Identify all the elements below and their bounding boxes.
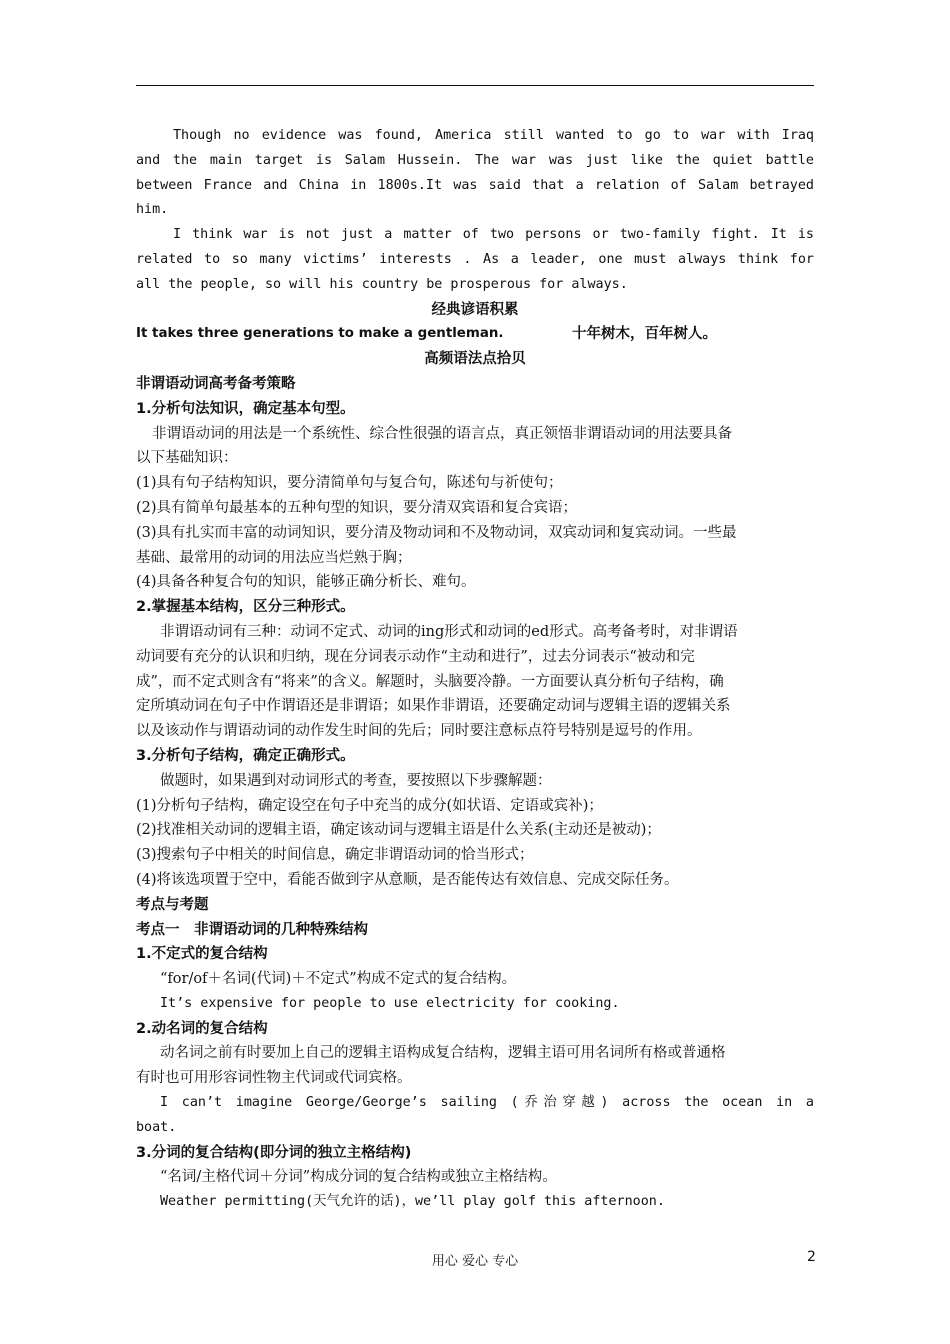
- c3-rule: “名词/主格代词＋分词”构成分词的复合结构或独立主格结构。: [160, 1169, 557, 1186]
- c2-body-line: 有时也可用形容词性物主代词或代词宾格。: [136, 1070, 412, 1087]
- section3-title: 3.分析句子结构，确定正确形式。: [136, 747, 355, 764]
- kaodian-point1: 考点一 非谓语动词的几种特殊结构: [136, 921, 368, 938]
- c2-title: 2.动名词的复合结构: [136, 1020, 268, 1037]
- c1-title: 1.不定式的复合结构: [136, 946, 268, 963]
- section2-body-line: 非谓语动词有三种：动词不定式、动词的ing形式和动词的ed形式。高考备考时，对非谓语: [160, 623, 738, 640]
- section1-title: 1.分析句法知识，确定基本句型。: [136, 400, 355, 417]
- section3-item: (4)将该选项置于空中，看能否做到字从意顺，是否能传达有效信息、完成交际任务。: [136, 871, 679, 888]
- essay-p1-line1: Though no evidence was found, America still wanted to go to war with Iraq: [173, 128, 814, 143]
- kaodian-title: 考点与考题: [136, 896, 209, 913]
- essay-p2-line1: I think war is not just a matter of two persons or two-family fight. It is: [173, 227, 814, 243]
- page-number: 2: [807, 1249, 816, 1265]
- section1-item: 基础、最常用的动词的用法应当烂熟于胸；: [136, 549, 412, 566]
- c3-example: Weather permitting(天气允许的话)，we’ll play golf this afternoon.: [160, 1194, 665, 1210]
- c1-rule: “for/of＋名词(代词)＋不定式”构成不定式的复合结构。: [160, 971, 517, 988]
- proverb-cn: 十年树木，百年树人。: [572, 326, 717, 343]
- section2-body-line: 成”，而不定式则含有“将来”的含义。解题时，头脑要冷静。一方面要认真分析句子结构，确: [136, 673, 724, 690]
- section1-item: (4)具备各种复合句的知识，能够正确分析长、难句。: [136, 574, 476, 591]
- section2-body-line: 动词要有充分的认识和归纳，现在分词表示动作“主动和进行”，过去分词表示“被动和完: [136, 648, 695, 665]
- section2-body-line: 以及该动作与谓语动词的动作发生时间的先后；同时要注意标点符号特别是逗号的作用。: [136, 723, 702, 740]
- essay-p2-line2: related to so many victims’ interests . As a leader, one must always think for: [136, 251, 814, 267]
- footer-motto: 用心 爱心 专心: [431, 1254, 519, 1269]
- header-rule: [136, 85, 814, 86]
- essay-p1-line2: and the main target is Salam Hussein. The war was just like the quiet battle: [136, 152, 814, 168]
- proverb-en: It takes three generations to make a gentleman.: [136, 326, 504, 342]
- section3-intro: 做题时，如果遇到对动词形式的考查，要按照以下步骤解题：: [160, 772, 552, 789]
- c1-example: It’s expensive for people to use electricity for cooking.: [160, 995, 620, 1011]
- section2-title: 2.掌握基本结构，区分三种形式。: [136, 599, 355, 616]
- section3-item: (1)分析句子结构，确定设空在句子中充当的成分(如状语、定语或宾补)；: [136, 797, 603, 814]
- c2-body-line: 动名词之前有时要加上自己的逻辑主语构成复合结构，逻辑主语可用名词所有格或普通格: [160, 1045, 726, 1062]
- essay-p1-line4: him.: [136, 202, 169, 218]
- section3-item: (2)找准相关动词的逻辑主语，确定该动词与逻辑主语是什么关系(主动还是被动)；: [136, 822, 661, 839]
- essay-p1-line3: between France and China in 1800s.It was said that a relation of Salam betrayed: [136, 177, 814, 193]
- section1-intro-line1: 非谓语动词的用法是一个系统性、综合性很强的语言点，真正领悟非谓语动词的用法要具备: [152, 425, 732, 442]
- document-body: [136, 124, 814, 1215]
- section2-body-line: 定所填动词在句子中作谓语还是非谓语；如果作非谓语，还要确定动词与逻辑主语的逻辑关系: [136, 698, 731, 715]
- section1-item: (2)具有简单句最基本的五种句型的知识，要分清双宾语和复合宾语；: [136, 499, 578, 516]
- section1-item: (1)具有句子结构知识，要分清简单句与复合句，陈述句与祈使句；: [136, 475, 563, 492]
- section3-item: (3)搜索句子中相关的时间信息，确定非谓语动词的恰当形式；: [136, 847, 534, 864]
- proverb-line: [136, 322, 814, 347]
- strategy-title: 非谓语动词高考备考策略: [136, 375, 296, 392]
- c2-example-line2: boat.: [136, 1119, 177, 1135]
- c3-title: 3.分词的复合结构(即分词的独立主格结构): [136, 1144, 412, 1161]
- section1-intro-line2: 以下基础知识：: [136, 450, 238, 467]
- section1-item: (3)具有扎实而丰富的动词知识，要分清及物动词和不及物动词，双宾动词和复宾动词。一些最: [136, 524, 737, 541]
- grammar-heading: 高频语法点拾贝: [424, 351, 526, 368]
- proverb-heading: 经典谚语积累: [431, 301, 519, 318]
- essay-p2-line3: all the people, so will his country be prosperous for always.: [136, 276, 628, 292]
- c2-example-line1: I can’t imagine George/George’s sailing (乔治穿越) across the ocean in a: [160, 1095, 814, 1111]
